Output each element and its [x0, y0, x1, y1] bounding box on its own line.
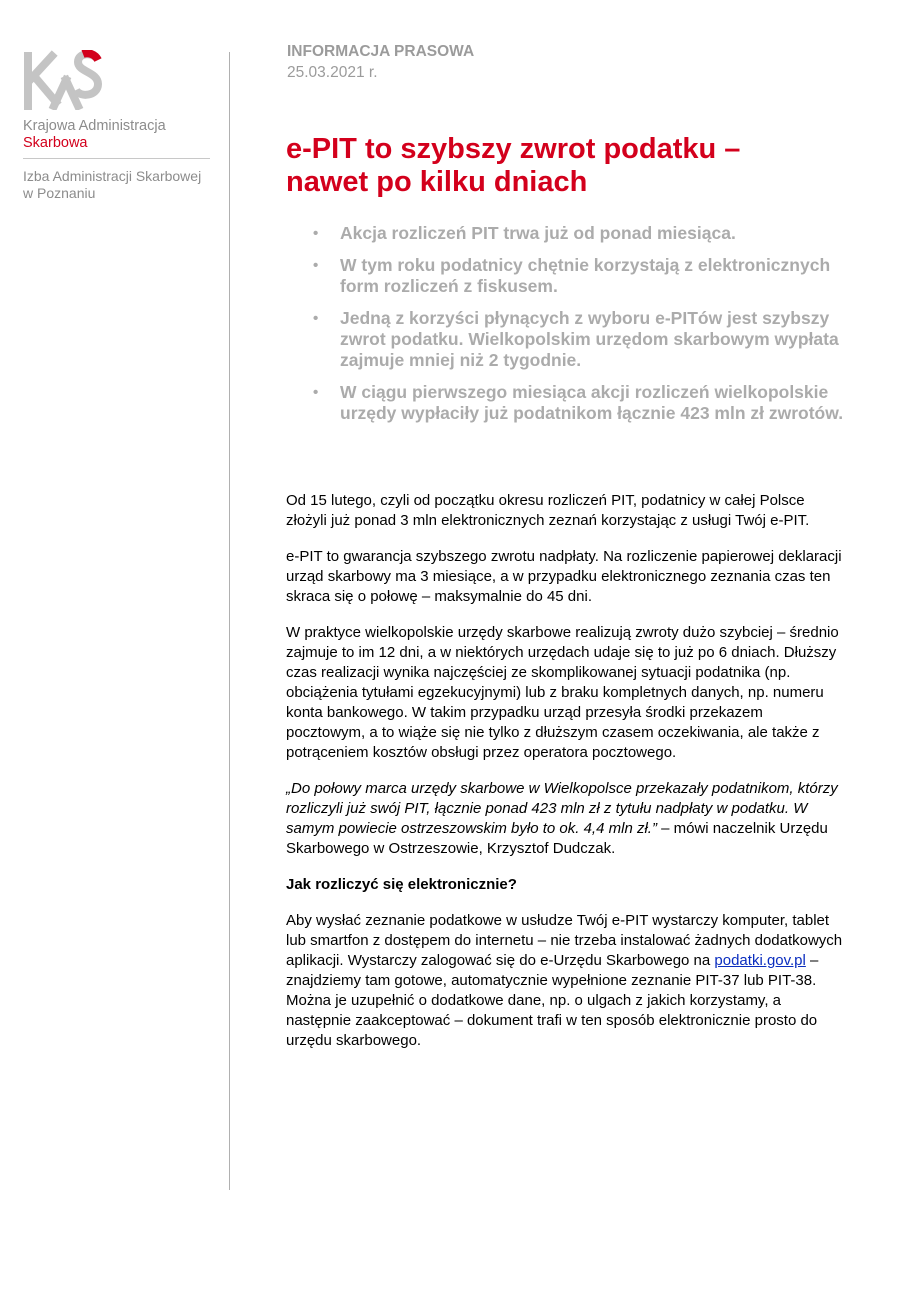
- bullet-icon: •: [313, 310, 319, 327]
- paragraph: W praktyce wielkopolskie urzędy skarbowe realizują zwroty dużo szybciej – średnio zajmuje to im 12 dni, a w niektórych urzędach udaje się to już po 6 dniach. Dłuższy czas realizacji wynika najczęściej ze skomplikowanej sytuacji podatnika (np. obciążenia tytułami egzekucyjnymi) lub z braku kompletnych danych, np. numeru konta bankowego. W takim przypadku urząd przesyła środki przekazem pocztowym, a to wiąże się nie tylko z dłuższym czasem oczekiwania, ale także z potrąceniem kosztów obsługi przez operatora pocztowego.: [286, 624, 839, 761]
- paragraph-text-before-link: Aby wysłać zeznanie podatkowe w usłudze Twój e-PIT wystarczy komputer, tablet lub smartfon z dostępem do internetu – nie trzeba instalować żadnych dodatkowych aplikacji. Wystarczy zalogować się do e-Urzędu Skarbowego na: [286, 912, 843, 969]
- key-point-text: Akcja rozliczeń PIT trwa już od ponad miesiąca.: [340, 223, 736, 243]
- title-line1: e-PIT to szybszy zwrot podatku –: [286, 133, 741, 165]
- sidebar-divider: [23, 158, 210, 159]
- vertical-divider: [229, 52, 230, 1190]
- paragraph: Od 15 lutego, czyli od początku okresu rozliczeń PIT, podatnicy w całej Polsce złożyli już ponad 3 mln elektronicznych zeznań korzystając z usługi Twój e-PIT.: [286, 492, 810, 529]
- bullet-icon: •: [313, 384, 319, 401]
- press-release-date: 25.03.2021 r.: [287, 64, 378, 81]
- sub-org-line1: Izba Administracji Skarbowej: [23, 168, 202, 184]
- org-name-line2: Skarbowa: [23, 135, 88, 151]
- paragraph-text-after-link: – znajdziemy tam gotowe, automatycznie wypełnione zeznanie PIT-37 lub PIT-38. Można je uzupełnić o dodatkowe dane, np. o ulgach z jakich korzystamy, a następnie zaakceptować – dokument trafi w ten sposób elektronicznie prosto do urzędu skarbowego.: [286, 952, 819, 1049]
- quote-attribution: – mówi naczelnik Urzędu Skarbowego w Ostrzeszowie, Krzysztof Dudczak.: [286, 820, 828, 857]
- press-header: [287, 42, 474, 84]
- bullet-icon: •: [313, 225, 319, 242]
- key-point-text: W tym roku podatnicy chętnie korzystają z elektronicznych form rozliczeń z fiskusem.: [340, 255, 831, 296]
- key-point-text: W ciągu pierwszego miesiąca akcji rozliczeń wielkopolskie urzędy wypłaciły już podatnikom łącznie 423 mln zł zwrotów.: [340, 382, 844, 423]
- paragraph: e-PIT to gwarancja szybszego zwrotu nadpłaty. Na rozliczenie papierowej deklaracji urząd skarbowy ma 3 miesiące, a w przypadku elektronicznego zeznania czas ten skraca się o połowę – maksymalnie do 45 dni.: [286, 548, 842, 605]
- title-line2: nawet po kilku dniach: [286, 166, 588, 198]
- paragraph: [286, 911, 846, 1051]
- kas-logo-icon: [22, 50, 102, 110]
- key-point: [309, 382, 849, 424]
- page-title: [286, 133, 846, 199]
- quote-paragraph: [286, 779, 846, 859]
- sub-organization: [23, 168, 201, 202]
- key-points-list: [309, 223, 849, 435]
- key-point: [309, 308, 849, 371]
- bullet-icon: •: [313, 257, 319, 274]
- quote-text: „Do połowy marca urzędy skarbowe w Wielkopolsce przekazały podatnikom, którzy rozliczyli już swój PIT, łącznie ponad 423 mln zł z tytułu nadpłaty w podatku. W samym powiecie ostrzeszowskim było to ok. 4,4 mln zł.”: [286, 780, 838, 837]
- key-point: [309, 255, 849, 297]
- org-name-line1: Krajowa Administracja: [23, 118, 166, 134]
- sub-org-line2: w Poznaniu: [23, 185, 96, 201]
- press-release-label: INFORMACJA PRASOWA: [287, 43, 475, 60]
- key-point: [309, 223, 849, 244]
- article-body: [286, 491, 846, 1067]
- organization-name: [23, 118, 166, 152]
- section-heading: Jak rozliczyć się elektronicznie?: [286, 876, 517, 893]
- podatki-gov-link[interactable]: podatki.gov.pl: [714, 952, 806, 969]
- key-point-text: Jedną z korzyści płynących z wyboru e-PITów jest szybszy zwrot podatku. Wielkopolskim urzędom skarbowym wypłata zajmuje mniej niż 2 tygodnie.: [340, 308, 839, 370]
